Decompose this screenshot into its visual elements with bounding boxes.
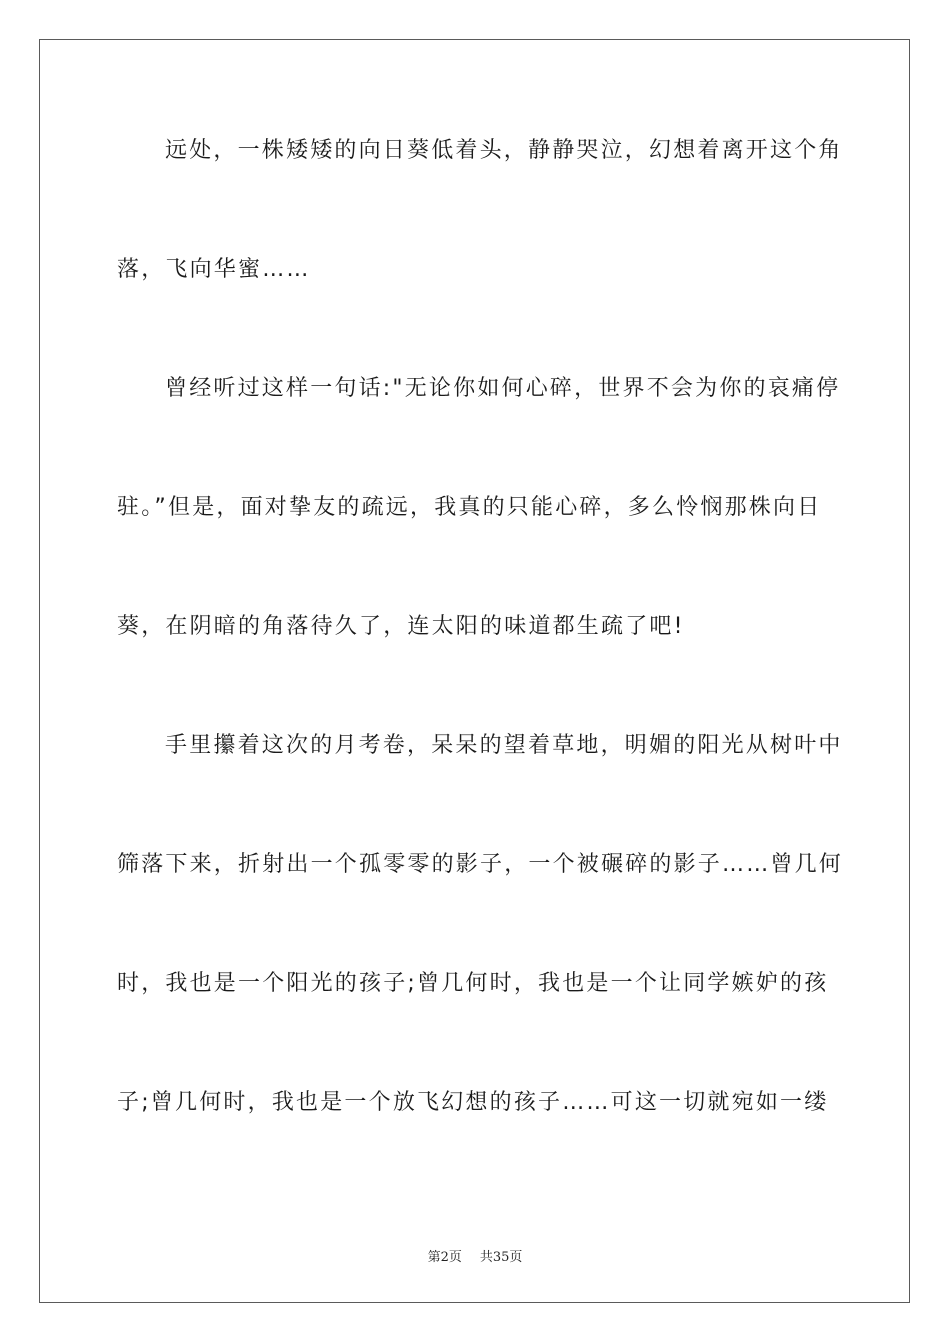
paragraph-3-line-1: 手里攥着这次的月考卷，呆呆的望着草地，明媚的阳光从树叶中 (165, 733, 843, 758)
paragraph-2-line-2: 驻。”但是，面对挚友的疏远，我真的只能心碎，多么怜悯那株向日 (117, 495, 822, 520)
paragraph-2-line-1: 曾经听过这样一句话:"无论你如何心碎，世界不会为你的哀痛停 (165, 376, 841, 401)
page-number: 第2页 (427, 1250, 462, 1265)
paragraph-3-line-4: 子;曾几何时，我也是一个放飞幻想的孩子……可这一切就宛如一缕 (117, 1090, 829, 1115)
paragraph-3-line-3: 时，我也是一个阳光的孩子;曾几何时，我也是一个让同学嫉妒的孩 (117, 971, 829, 996)
page-total: 共35页 (479, 1250, 523, 1265)
paragraph-1-line-2: 落，飞向华蜜…… (117, 257, 311, 282)
paragraph-3-line-2: 筛落下来，折射出一个孤零零的影子，一个被碾碎的影子……曾几何 (117, 852, 844, 877)
paragraph-2-line-3: 葵，在阴暗的角落待久了，连太阳的味道都生疏了吧! (117, 614, 685, 639)
paragraph-1-line-1: 远处，一株矮矮的向日葵低着头，静静哭泣，幻想着离开这个角 (165, 138, 843, 163)
page-footer (0, 1249, 950, 1267)
